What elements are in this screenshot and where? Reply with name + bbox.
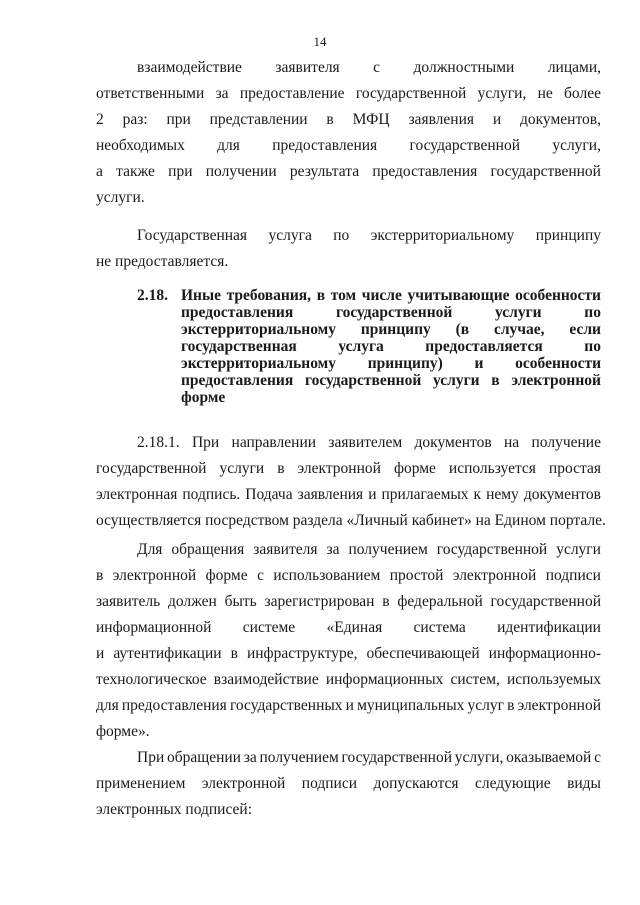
text-line [96, 84, 601, 104]
word: для [217, 137, 240, 154]
word: том [330, 287, 357, 304]
word: подпись. [182, 486, 241, 503]
word: необходимых [96, 137, 185, 154]
text-line [137, 540, 601, 560]
word: экстерриториальному [181, 355, 336, 372]
text-line [96, 162, 601, 182]
word: получением [259, 749, 339, 766]
word: электронной [517, 697, 601, 714]
text-line: осуществляется посредством раздела «Личный кабинет» на Едином портале. [96, 512, 606, 529]
word: услуги, [454, 749, 504, 766]
text-line: не предоставляется. [96, 253, 229, 270]
text-line: услуги. [96, 189, 145, 206]
text-line [96, 566, 601, 586]
word: особенности [515, 287, 601, 304]
word: получении [205, 163, 277, 180]
word: документов [523, 486, 601, 503]
word: систем, [450, 671, 500, 688]
word: электронной [452, 567, 537, 584]
section-heading-line [181, 372, 601, 389]
word: применением [96, 775, 186, 792]
page-number: 14 [313, 34, 327, 49]
word: государственной [490, 163, 601, 180]
word: электронная [96, 486, 178, 503]
word: при [168, 163, 193, 180]
word: простой [389, 567, 444, 584]
word: инфраструктуре, [246, 645, 358, 662]
text-line [96, 459, 601, 479]
word: должностными [413, 59, 515, 76]
word: представлении [209, 111, 308, 128]
text-line [96, 136, 601, 156]
word: заявления [297, 486, 364, 503]
word: с [594, 749, 601, 766]
word: обращении [167, 749, 241, 766]
word: система [413, 619, 466, 636]
word: МФЦ [352, 111, 390, 128]
word: более [564, 85, 601, 102]
word: заявителя [253, 541, 318, 558]
section-heading-line [181, 338, 601, 355]
text-line [96, 592, 601, 612]
word: Государственная [137, 227, 248, 244]
word: и [492, 111, 502, 128]
text-line [96, 644, 601, 664]
word: в [382, 593, 390, 610]
word: если [569, 321, 601, 338]
word: технологическое [96, 671, 207, 688]
word: государственной [96, 460, 207, 477]
word: простая [548, 460, 601, 477]
word: направлении [231, 434, 317, 451]
word: При [191, 434, 220, 451]
text-line [137, 226, 601, 246]
word: ответственными [96, 85, 205, 102]
word: по [584, 304, 601, 321]
word: аутентификации [113, 645, 222, 662]
word: должен [167, 593, 217, 610]
word: государственной [490, 593, 601, 610]
text-line [137, 433, 601, 453]
word: к [473, 486, 482, 503]
word: системе [242, 619, 296, 636]
word: документов, [519, 111, 601, 128]
word: принципу [535, 227, 601, 244]
word: услуги, [552, 137, 601, 154]
word: используемых [506, 671, 601, 688]
word: информационно- [488, 645, 601, 662]
word: быть [224, 593, 257, 610]
word: 2 [96, 111, 104, 128]
word: электронной [112, 567, 197, 584]
word: услуг [467, 697, 504, 714]
word: государственных [229, 697, 343, 714]
word: услуги [432, 372, 480, 389]
word: взаимодействие [137, 59, 242, 76]
word: «Единая [326, 619, 383, 636]
word: взаимодействие [213, 671, 319, 688]
word: государственной [341, 749, 452, 766]
section-heading-line [181, 321, 601, 338]
text-line: форме». [96, 723, 150, 740]
word: заявления [408, 111, 475, 128]
word: особенности [515, 355, 601, 372]
word: документов [414, 434, 492, 451]
word: предоставления [121, 697, 227, 714]
word: предоставления [181, 372, 294, 389]
word: предоставления [181, 304, 294, 321]
word: виды [567, 775, 601, 792]
word: оказываемой [506, 749, 592, 766]
word: использованием [273, 567, 381, 584]
word: прилагаемых [381, 486, 469, 503]
word: 2.18.1. [137, 434, 180, 451]
word: государственной [436, 541, 548, 558]
word: и [474, 355, 484, 372]
word: и [96, 645, 105, 662]
word: по [584, 338, 601, 355]
word: учитывающие [407, 287, 510, 304]
word: также [116, 163, 155, 180]
word: форме [393, 460, 436, 477]
word: Для [137, 541, 163, 558]
word: результата [289, 163, 360, 180]
word: государственная [181, 338, 297, 355]
word: и [368, 486, 377, 503]
word: заявитель [96, 593, 161, 610]
word: Подача [245, 486, 293, 503]
word: за [243, 749, 257, 766]
word: федеральной [397, 593, 483, 610]
word: При [137, 749, 165, 766]
word: принципу [360, 321, 431, 338]
section-heading-line: форме [181, 389, 226, 406]
word: услуги [495, 304, 542, 321]
word: не [537, 85, 553, 102]
word: предоставление [239, 85, 345, 102]
word: информационных [325, 671, 444, 688]
word: в [230, 645, 238, 662]
section-heading-line [181, 355, 601, 372]
word: (в [455, 321, 470, 338]
word: предоставления [272, 137, 378, 154]
word: с [257, 567, 264, 584]
word: экстерриториальному [370, 227, 515, 244]
word: зарегистрирован [264, 593, 375, 610]
text-line [96, 618, 601, 638]
word: обеспечивающей [366, 645, 480, 662]
word: в [491, 372, 500, 389]
text-line: электронных подписей: [96, 801, 253, 818]
word: с [373, 59, 381, 76]
word: услуги [219, 460, 265, 477]
word: государственной [409, 137, 520, 154]
word: муниципальных [357, 697, 465, 714]
text-line [96, 485, 601, 505]
text-line [96, 110, 601, 130]
word: заявителя [275, 59, 340, 76]
word: государственной [335, 304, 453, 321]
word: числе [361, 287, 402, 304]
word: используется [448, 460, 536, 477]
word: принципу) [367, 355, 443, 372]
word: государственной [355, 85, 467, 102]
text-line [96, 774, 601, 794]
word: в [326, 111, 334, 128]
word: лицами, [547, 59, 601, 76]
word: в [96, 567, 104, 584]
word: экстерриториальному [181, 321, 336, 338]
word: за [326, 541, 340, 558]
section-heading-line [181, 304, 601, 321]
word: электронной [511, 372, 601, 389]
word: государственной [304, 372, 422, 389]
text-line [96, 670, 601, 690]
word: электронной [297, 460, 381, 477]
text-line [137, 58, 601, 78]
word: подписи [301, 775, 358, 792]
word: и [345, 697, 354, 714]
word: услуга [338, 338, 384, 355]
word: форме [205, 567, 248, 584]
word: за [215, 85, 229, 102]
word: предоставления [372, 163, 478, 180]
word: на [503, 434, 520, 451]
word: требования, [226, 287, 312, 304]
word: услуги [556, 541, 601, 558]
word: обращения [171, 541, 245, 558]
word: Иные [181, 287, 221, 304]
word: получением [348, 541, 428, 558]
word: а [96, 163, 103, 180]
word: при [166, 111, 191, 128]
word: допускаются [373, 775, 459, 792]
word: предоставляется [425, 338, 543, 355]
word: информационной [96, 619, 212, 636]
word: нему [486, 486, 519, 503]
word: раз: [122, 111, 148, 128]
word: идентификации [497, 619, 601, 636]
word: по [333, 227, 350, 244]
section-heading-line [181, 287, 601, 304]
word: получение [531, 434, 601, 451]
section-number: 2.18. [137, 287, 168, 304]
text-line [96, 696, 601, 716]
word: услуги, [477, 85, 527, 102]
word: следующие [475, 775, 551, 792]
word: в [316, 287, 326, 304]
word: электронной [201, 775, 286, 792]
word: услуга [268, 227, 312, 244]
word: случае, [493, 321, 545, 338]
word: в [507, 697, 515, 714]
text-line [137, 748, 601, 768]
word: подписи [545, 567, 601, 584]
word: заявителем [328, 434, 403, 451]
word: для [96, 697, 119, 714]
word: в [277, 460, 285, 477]
